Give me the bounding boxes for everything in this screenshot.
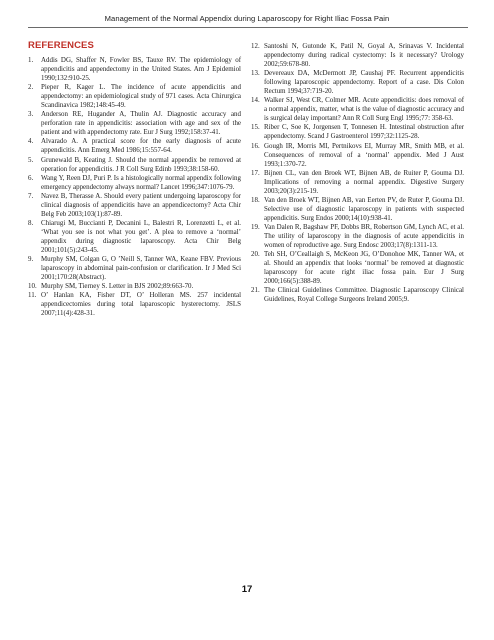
reference-text: Van Dalen R, Bagshaw PF, Dobbs BR, Robertson GM, Lynch AC, et al. The utility of laparoscopy in the diagnosis of acute appendicitis in women of reproductive age. Surg Endosc 2003;17(8):1311-13. [264,222,464,250]
reference-text: Bijnen CL, van den Broek WT, Bijnen AB, de Ruiter P, Gouma DJ. Implications of removing a normal appendix. Digestive Surgery 2003;20(3):215-19. [264,168,464,195]
running-title: Management of the Normal Appendix during Laparoscopy for Right Iliac Fossa Pain [104,14,390,23]
reference-item [28,174,241,192]
reference-item [251,96,464,123]
reference-number: 6. [28,173,34,182]
reference-item [251,250,464,286]
reference-item [28,56,241,83]
references-column-right [251,42,464,304]
header-divider [28,27,468,28]
reference-number: 10. [28,282,37,291]
reference-list-left [28,56,241,318]
reference-number: 16. [251,141,260,150]
reference-number: 7. [28,191,34,200]
reference-text: O’ Hanlan KA, Fisher DT, O’ Holleran MS. 257 incidental appendicectomies during total laparoscopic hysterectomy. JSLS 2007;11(4):428-31. [41,291,241,318]
reference-text: Gough IR, Morris MI, Pertnikovs EI, Murray MR, Smith MB, et al. Consequences of removal of a ‘normal’ appendix. Med J Aust 1993;1:370-72. [264,141,464,168]
reference-number: 20. [251,250,260,259]
reference-item [251,123,464,141]
reference-list-right [251,42,464,304]
references-heading: REFERENCES [28,40,94,51]
reference-item [251,42,464,69]
reference-number: 18. [251,195,260,204]
reference-item [28,137,241,155]
reference-text: Devereaux DA, McDermott JP, Caushaj PF. Recurrent appendicitis following laparoscopic appendectomy. Report of a case. Dis Colon Rectum 1994;37:719-20. [264,69,464,96]
reference-item [251,169,464,196]
reference-text: Murphy SM, Colgan G, O ’Neill S, Tanner WA, Keane FBV. Previous laparoscopy in abdominal pain-confusion or clarification. Ir J Med Sci 2001;170:28(Abstract). [41,255,241,282]
reference-item [28,219,241,255]
references-column-left [28,40,241,318]
reference-item [28,192,241,219]
reference-item [28,255,241,282]
reference-number: 14. [251,96,260,105]
reference-number: 11. [28,291,37,300]
reference-text: Alvarado A. A practical score for the early diagnosis of acute appendicitis. Ann Emerg Med 1986;15:557-64. [41,137,241,155]
reference-item [251,142,464,169]
reference-number: 17. [251,168,260,177]
reference-text: Grunewald B, Keating J. Should the normal appendix be removed at operation for appendicitis. J R Coll Surg Edinb 1993;38:158-60. [41,155,241,173]
reference-number: 3. [28,110,34,119]
reference-number: 9. [28,255,34,264]
reference-text: Addis DG, Shaffer N, Fowler BS, Tauxe RV. The epidemiology of appendicitis and appendectomy in the United States. Am J Epidemiol 1990;132:910-25. [41,56,241,83]
reference-text: Chiarugi M, Buccianti P, Decanini L, Balestri R, Lorenzetti L, et al. ‘What you see is not what you get’. A plea to remove a ‘normal’ appendix during diagnostic laparoscopy. Acta Chir Belg 2001;101(5):243-45. [41,218,241,254]
reference-item [28,83,241,110]
page-number: 17 [241,584,253,595]
reference-text: Santoshi N, Gutonde K, Patil N, Goyal A, Srinavas V. Incidental appendectomy during radical cystectomy: Is it necessary? Urology 2002;59:678-80. [264,42,464,69]
reference-item [251,196,464,223]
reference-item [28,291,241,318]
reference-text: Pieper R, Kager L. The incidence of acute appendicitis and appendectomy: an epidemiological study of 971 cases. Acta Chirurgica Scandinavica 1982;148:45-49. [41,83,241,110]
reference-number: 19. [251,222,260,231]
reference-text: Wang Y, Reen DJ, Puri P. Is a histologically normal appendix following emergency appendectomy always normal? Lancet 1996;347:1076-79. [41,173,241,191]
reference-item [251,286,464,304]
reference-number: 2. [28,83,34,92]
reference-number: 5. [28,155,34,164]
reference-text: Teh SH, O’Ceallaigh S, McKeon JG, O’Donohoe MK, Tanner WA, et al. Should an appendix that looks ‘normal’ be removed at diagnostic laparoscopy for acute right iliac fossa pain. Eur J Surg 2000;166(5):388-89. [264,250,464,286]
reference-text: Murphy SM, Tierney S. Letter in BJS 2002;89:663-70. [41,282,194,291]
reference-number: 12. [251,42,260,50]
reference-text: The Clinical Guidelines Committee. Diagnostic Laparoscopy Clinical Guidelines, Royal College Surgeons Ireland 2005;9. [264,286,464,304]
reference-number: 15. [251,123,260,132]
reference-number: 4. [28,137,34,146]
reference-item [28,156,241,174]
reference-text: Walker SJ, West CR, Colmer MR. Acute appendicitis: does removal of a normal appendix, matter, what is the value of diagnostic accuracy and is surgical delay important? Ann R Coll Surg Engl 1995;77: 358-63. [264,96,464,123]
reference-text: Anderson RE, Hugander A, Thulin AJ. Diagnostic accuracy and perforation rate in appendicitis: association with age and sex of the patient and with appendectomy rate. Eur J Surg 1992;158:37-41. [41,110,241,137]
reference-number: 13. [251,69,260,78]
reference-item [28,282,241,291]
reference-text: Riber C, Soe K, Jorgensen T, Tonnesen H. Intestinal obstruction after appendectomy. Scand J Gastroenterol 1997;32:1125-28. [264,123,464,141]
reference-item [251,223,464,250]
reference-number: 1. [28,56,34,64]
reference-text: Navez B, Therasse A. Should every patient undergoing laparoscopy for clinical diagnosis of appendicitis have an appendicectomy? Acta Chir Belg Feb 2003;103(1):87-89. [41,191,241,218]
reference-item [28,110,241,137]
reference-item [251,69,464,96]
reference-number: 8. [28,218,34,227]
reference-number: 21. [251,286,260,295]
reference-text: Van den Broek WT, Bijnen AB, van Eerten PV, de Ruter P, Gouma DJ. Selective use of diagnostic laparoscopy in patients with suspected appendicitis. Surg Endos 2000;14(10):938-41. [264,195,464,222]
